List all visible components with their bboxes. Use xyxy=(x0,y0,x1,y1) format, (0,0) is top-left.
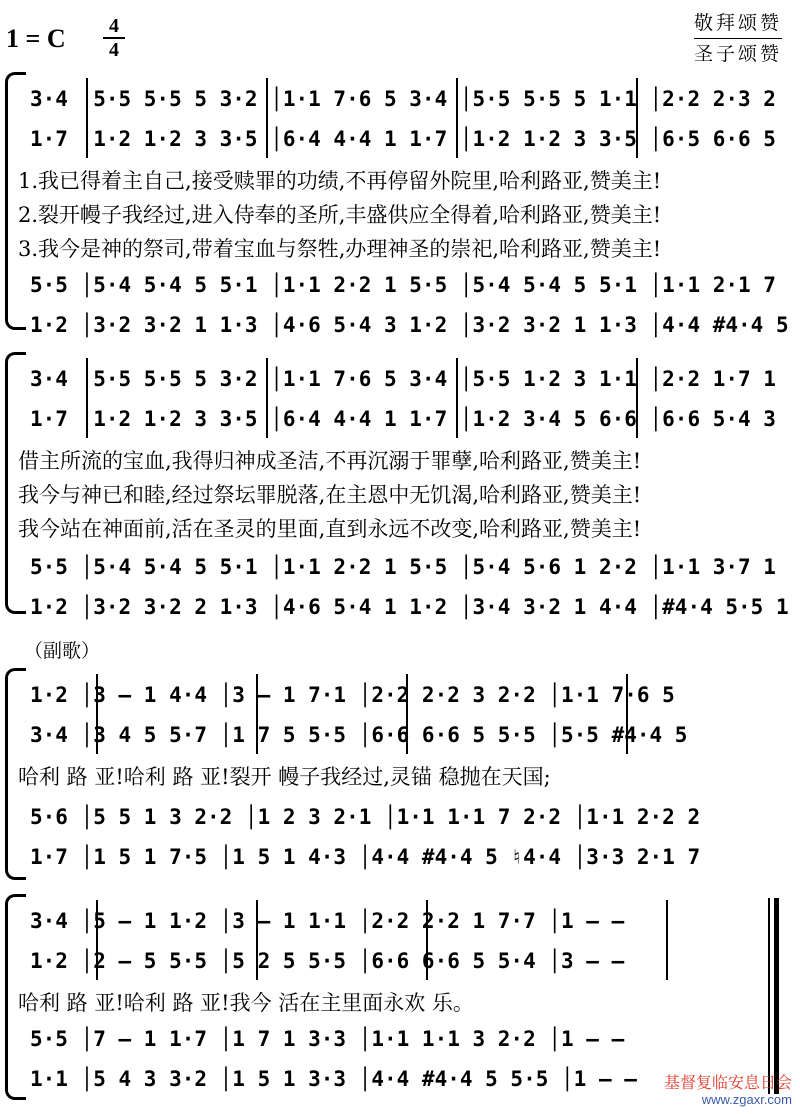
staff-tenor: 5·5 │5·4 5·4 5 5·1 │1·1 2·2 1 5·5 │5·4 5·6 1 2·2 │1·1 3·7 1 xyxy=(30,555,776,579)
staff-alto: 3·4 │3 4 5 5·7 │1 7 5 5·5 │6·6 6·6 5 5·5 │5·5 #4·4 5 xyxy=(30,723,688,747)
collection-title-2: 圣子颂赞 xyxy=(693,43,782,65)
staff-soprano: 3·4 │5·5 5·5 5 3·2 │1·1 7·6 5 3·4 │5·5 1·2 3 1·1 │2·2 1·7 1 xyxy=(30,367,776,391)
collection-titles xyxy=(694,8,782,69)
score-system-2 xyxy=(0,352,800,619)
staff-tenor: 5·5 │7 – 1 1·7 │1 7 1 3·3 │1·1 1·1 3 2·2 │1 – – xyxy=(30,1027,625,1051)
score-system-3 xyxy=(0,668,800,880)
time-signature xyxy=(103,16,125,60)
staff-alto: 1·2 │2 – 5 5·5 │5 2 5 5·5 │6·6 6·6 5 5·4 │3 – – xyxy=(30,949,625,973)
staff-tenor: 5·6 │5 5 1 3 2·2 │1 2 3 2·1 │1·1 1·1 7 2·2 │1·1 2·2 2 xyxy=(30,805,701,829)
lyric-refrain: 哈利 路 亚!哈利 路 亚!裂开 幔子我经过,灵锚 稳抛在天国; xyxy=(18,765,551,789)
refrain-label: （副歌） xyxy=(24,640,101,662)
staff-alto: 1·7 │1·2 1·2 3 3·5 │6·4 4·4 1 1·7 │1·2 3·4 5 6·6 │6·6 5·4 3 xyxy=(30,407,776,431)
watermark-site-name: 基督复临安息日会 xyxy=(663,1073,792,1092)
staff-bass: 1·2 │3·2 3·2 1 1·3 │4·6 5·4 3 1·2 │3·2 3·2 1 1·3 │4·4 #4·4 5 xyxy=(30,313,789,337)
score-system-1 xyxy=(0,72,800,337)
lyric-verse-1: 1.我已得着主自己,接受赎罪的功绩,不再停留外院里,哈利路亚,赞美主! xyxy=(18,169,662,193)
staff-bass: 1·1 │5 4 3 3·2 │1 5 1 3·3 │4·4 #4·4 5 5·5 │1 – – xyxy=(30,1067,637,1091)
staff-bass: 1·7 │1 5 1 7·5 │1 5 1 4·3 │4·4 #4·4 5 ♮4·4 │3·3 2·1 7 xyxy=(30,845,701,869)
lyric-refrain: 哈利 路 亚!哈利 路 亚!我今 活在主里面永欢 乐。 xyxy=(18,991,474,1015)
collection-title-1: 敬拜颂赞 xyxy=(693,12,782,34)
meter-bottom: 4 xyxy=(109,39,119,61)
lyric-verse-2: 2.裂开幔子我经过,进入侍奉的圣所,丰盛供应全得着,哈利路亚,赞美主! xyxy=(18,203,662,227)
staff-bass: 1·2 │3·2 3·2 2 1·3 │4·6 5·4 1 1·2 │3·4 3·2 1 4·4 │#4·4 5·5 1 xyxy=(30,595,789,619)
final-barline-thick xyxy=(774,898,779,1094)
meter-top: 4 xyxy=(109,15,119,37)
key-signature: 1 = C xyxy=(6,24,66,53)
lyric-verse-3: 我今站在神面前,活在圣灵的里面,直到永远不改变,哈利路亚,赞美主! xyxy=(18,517,642,541)
lyric-verse-1: 借主所流的宝血,我得归神成圣洁,不再沉溺于罪孽,哈利路亚,赞美主! xyxy=(18,449,642,473)
lyric-verse-2: 我今与神已和睦,经过祭坛罪脱落,在主恩中无饥渴,哈利路亚,赞美主! xyxy=(18,483,642,507)
staff-alto: 1·7 │1·2 1·2 3 3·5 │6·4 4·4 1 1·7 │1·2 1·2 3 3·5 │6·5 6·6 5 xyxy=(30,127,776,151)
final-barline-thin xyxy=(768,898,770,1094)
watermark-url: www.zgaxr.com xyxy=(701,1092,792,1107)
staff-soprano: 3·4 │5·5 5·5 5 3·2 │1·1 7·6 5 3·4 │5·5 5·5 5 1·1 │2·2 2·3 2 xyxy=(30,87,776,111)
staff-tenor: 5·5 │5·4 5·4 5 5·1 │1·1 2·2 1 5·5 │5·4 5·4 5 5·1 │1·1 2·1 7 xyxy=(30,273,776,297)
staff-soprano: 3·4 │5 – 1 1·2 │3 – 1 1·1 │2·2 2·2 1 7·7 │1 – – xyxy=(30,909,625,933)
staff-soprano: 1·2 │3 – 1 4·4 │3 – 1 7·1 │2·2 2·2 3 2·2 │1·1 7·6 5 xyxy=(30,683,675,707)
lyric-verse-3: 3.我今是神的祭司,带着宝血与祭牲,办理神圣的崇祀,哈利路亚,赞美主! xyxy=(18,237,662,261)
